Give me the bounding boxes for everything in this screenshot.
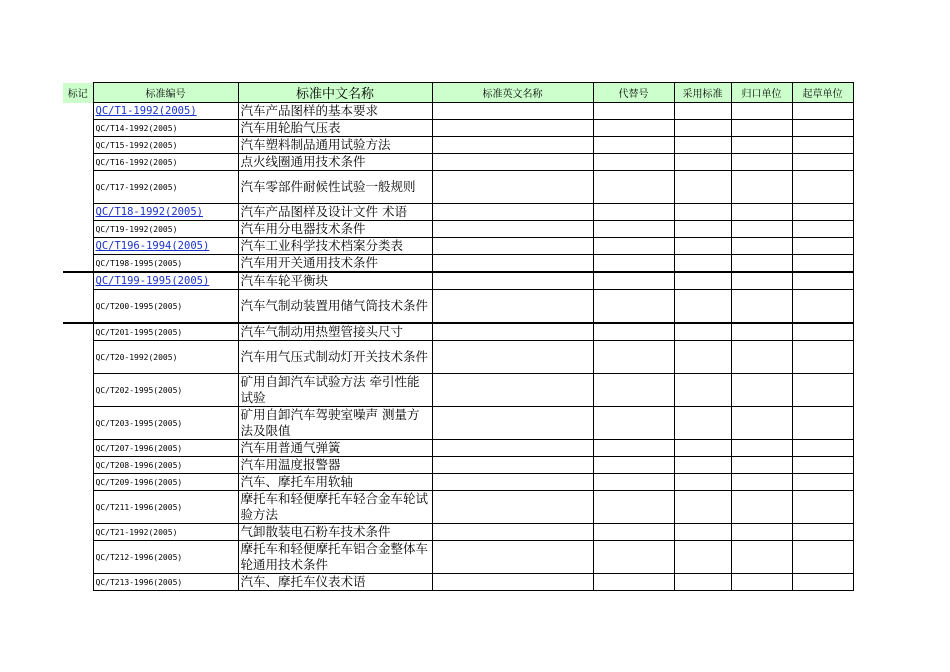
standard-code-cell[interactable]: QC/T211-1996(2005): [93, 491, 238, 524]
cn-name-cell[interactable]: 点火线圈通用技术条件: [238, 154, 432, 171]
header-row: [63, 83, 853, 103]
dept-cell[interactable]: [731, 341, 792, 374]
standard-code-cell[interactable]: QC/T14-1992(2005): [93, 120, 238, 137]
mark-cell[interactable]: [63, 491, 93, 524]
cn-name-cell[interactable]: 汽车用温度报警器: [238, 457, 432, 474]
table-row: [63, 255, 853, 273]
adopted-cell[interactable]: [674, 272, 731, 290]
cn-name-cell[interactable]: 汽车用开关通用技术条件: [238, 255, 432, 273]
dept-cell[interactable]: [731, 541, 792, 574]
dept-cell[interactable]: [731, 491, 792, 524]
adopted-cell[interactable]: [674, 474, 731, 491]
dept-cell[interactable]: [731, 103, 792, 120]
standard-code-cell[interactable]: QC/T203-1995(2005): [93, 407, 238, 440]
cn-name-cell[interactable]: 汽车气制动用热塑管接头尺寸: [238, 323, 432, 341]
standard-code-cell[interactable]: QC/T207-1996(2005): [93, 440, 238, 457]
cn-name-cell[interactable]: 汽车车轮平衡块: [238, 272, 432, 290]
dept-cell[interactable]: [731, 120, 792, 137]
en-name-cell[interactable]: [432, 171, 593, 204]
table-row: [63, 221, 853, 238]
en-name-cell[interactable]: [432, 272, 593, 290]
en-name-cell[interactable]: [432, 323, 593, 341]
drafter-cell[interactable]: [792, 574, 853, 591]
standard-code-cell[interactable]: QC/T19-1992(2005): [93, 221, 238, 238]
replaces-cell[interactable]: [593, 323, 674, 341]
adopted-cell[interactable]: [674, 457, 731, 474]
standards-table: [63, 82, 854, 591]
adopted-cell[interactable]: [674, 171, 731, 204]
adopted-cell[interactable]: [674, 440, 731, 457]
standard-code-cell[interactable]: QC/T15-1992(2005): [93, 137, 238, 154]
drafter-cell[interactable]: [792, 103, 853, 120]
mark-cell[interactable]: [63, 120, 93, 137]
table-row: [63, 171, 853, 204]
en-name-cell[interactable]: [432, 154, 593, 171]
drafter-cell[interactable]: [792, 541, 853, 574]
mark-cell[interactable]: [63, 474, 93, 491]
adopted-cell[interactable]: [674, 204, 731, 221]
table-row: [63, 137, 853, 154]
replaces-cell[interactable]: [593, 120, 674, 137]
cn-name-cell[interactable]: 气卸散装电石粉车技术条件: [238, 524, 432, 541]
standard-code-link[interactable]: QC/T199-1995(2005): [93, 272, 238, 290]
dept-cell[interactable]: [731, 440, 792, 457]
mark-cell[interactable]: [63, 171, 93, 204]
replaces-cell[interactable]: [593, 574, 674, 591]
standard-code-cell[interactable]: QC/T208-1996(2005): [93, 457, 238, 474]
en-name-cell[interactable]: [432, 457, 593, 474]
cn-name-cell[interactable]: 摩托车和轻便摩托车铝合金整体车轮通用技术条件: [238, 541, 432, 574]
standard-code-cell[interactable]: QC/T213-1996(2005): [93, 574, 238, 591]
replaces-cell[interactable]: [593, 221, 674, 238]
mark-cell[interactable]: [63, 221, 93, 238]
drafter-cell[interactable]: [792, 341, 853, 374]
cn-name-cell[interactable]: 汽车零部件耐候性试验一般规则: [238, 171, 432, 204]
table-row: [63, 474, 853, 491]
mark-cell[interactable]: [63, 238, 93, 255]
drafter-cell[interactable]: [792, 221, 853, 238]
dept-cell[interactable]: [731, 272, 792, 290]
drafter-cell[interactable]: [792, 491, 853, 524]
adopted-cell[interactable]: [674, 491, 731, 524]
mark-cell[interactable]: [63, 341, 93, 374]
dept-cell[interactable]: [731, 524, 792, 541]
cn-name-cell[interactable]: 汽车用轮胎气压表: [238, 120, 432, 137]
standard-code-cell[interactable]: QC/T212-1996(2005): [93, 541, 238, 574]
replaces-cell[interactable]: [593, 407, 674, 440]
en-name-cell[interactable]: [432, 290, 593, 324]
standard-code-cell[interactable]: QC/T201-1995(2005): [93, 323, 238, 341]
adopted-cell[interactable]: [674, 103, 731, 120]
adopted-cell[interactable]: [674, 323, 731, 341]
mark-cell[interactable]: [63, 255, 93, 273]
drafter-cell[interactable]: [792, 290, 853, 324]
standard-code-cell[interactable]: QC/T17-1992(2005): [93, 171, 238, 204]
header-cn-name[interactable]: 标准中文名称: [238, 83, 432, 103]
dept-cell[interactable]: [731, 574, 792, 591]
standard-code-link[interactable]: QC/T1-1992(2005): [93, 103, 238, 120]
dept-cell[interactable]: [731, 204, 792, 221]
en-name-cell[interactable]: [432, 221, 593, 238]
standard-code-cell[interactable]: QC/T209-1996(2005): [93, 474, 238, 491]
standard-code-cell[interactable]: QC/T16-1992(2005): [93, 154, 238, 171]
adopted-cell[interactable]: [674, 341, 731, 374]
mark-cell[interactable]: [63, 204, 93, 221]
header-mark[interactable]: 标记: [63, 83, 93, 103]
standard-code-link[interactable]: QC/T196-1994(2005): [93, 238, 238, 255]
replaces-cell[interactable]: [593, 255, 674, 273]
header-adopted[interactable]: 采用标准: [674, 83, 731, 103]
drafter-cell[interactable]: [792, 524, 853, 541]
table-row: [63, 524, 853, 541]
mark-cell[interactable]: [63, 272, 93, 290]
replaces-cell[interactable]: [593, 272, 674, 290]
replaces-cell[interactable]: [593, 154, 674, 171]
mark-cell[interactable]: [63, 541, 93, 574]
mark-cell[interactable]: [63, 323, 93, 341]
table-row: [63, 374, 853, 407]
drafter-cell[interactable]: [792, 171, 853, 204]
table-row: [63, 457, 853, 474]
table-row: [63, 440, 853, 457]
table-row: [63, 323, 853, 341]
drafter-cell[interactable]: [792, 272, 853, 290]
mark-cell[interactable]: [63, 103, 93, 120]
cn-name-cell[interactable]: 汽车产品图样的基本要求: [238, 103, 432, 120]
adopted-cell[interactable]: [674, 374, 731, 407]
dept-cell[interactable]: [731, 255, 792, 273]
table-row: [63, 491, 853, 524]
table-row: [63, 341, 853, 374]
replaces-cell[interactable]: [593, 341, 674, 374]
replaces-cell[interactable]: [593, 491, 674, 524]
cn-name-cell[interactable]: 矿用自卸汽车试验方法 牵引性能试验: [238, 374, 432, 407]
en-name-cell[interactable]: [432, 120, 593, 137]
table-row: [63, 120, 853, 137]
drafter-cell[interactable]: [792, 255, 853, 273]
header-code[interactable]: 标准编号: [93, 83, 238, 103]
mark-cell[interactable]: [63, 137, 93, 154]
drafter-cell[interactable]: [792, 137, 853, 154]
cn-name-cell[interactable]: 汽车塑料制品通用试验方法: [238, 137, 432, 154]
en-name-cell[interactable]: [432, 238, 593, 255]
en-name-cell[interactable]: [432, 474, 593, 491]
adopted-cell[interactable]: [674, 574, 731, 591]
cn-name-cell[interactable]: 汽车、摩托车仪表术语: [238, 574, 432, 591]
adopted-cell[interactable]: [674, 137, 731, 154]
replaces-cell[interactable]: [593, 440, 674, 457]
en-name-cell[interactable]: [432, 255, 593, 273]
header-en-name[interactable]: 标准英文名称: [432, 83, 593, 103]
en-name-cell[interactable]: [432, 491, 593, 524]
drafter-cell[interactable]: [792, 120, 853, 137]
en-name-cell[interactable]: [432, 524, 593, 541]
replaces-cell[interactable]: [593, 457, 674, 474]
header-dept[interactable]: 归口单位: [731, 83, 792, 103]
mark-cell[interactable]: [63, 290, 93, 324]
table-row: [63, 154, 853, 171]
cn-name-cell[interactable]: 矿用自卸汽车驾驶室噪声 测量方法及限值: [238, 407, 432, 440]
drafter-cell[interactable]: [792, 154, 853, 171]
drafter-cell[interactable]: [792, 238, 853, 255]
adopted-cell[interactable]: [674, 154, 731, 171]
cn-name-cell[interactable]: 汽车用普通气弹簧: [238, 440, 432, 457]
standard-code-link[interactable]: QC/T18-1992(2005): [93, 204, 238, 221]
replaces-cell[interactable]: [593, 171, 674, 204]
replaces-cell[interactable]: [593, 541, 674, 574]
table-row: [63, 238, 853, 255]
mark-cell[interactable]: [63, 574, 93, 591]
dept-cell[interactable]: [731, 374, 792, 407]
table-row: [63, 272, 853, 290]
standard-code-cell[interactable]: QC/T200-1995(2005): [93, 290, 238, 324]
adopted-cell[interactable]: [674, 255, 731, 273]
table-row: [63, 541, 853, 574]
dept-cell[interactable]: [731, 238, 792, 255]
replaces-cell[interactable]: [593, 137, 674, 154]
header-drafter[interactable]: 起草单位: [792, 83, 853, 103]
replaces-cell[interactable]: [593, 374, 674, 407]
drafter-cell[interactable]: [792, 407, 853, 440]
dept-cell[interactable]: [731, 323, 792, 341]
adopted-cell[interactable]: [674, 238, 731, 255]
cn-name-cell[interactable]: 汽车用分电器技术条件: [238, 221, 432, 238]
table-body: [63, 103, 853, 591]
table-row: [63, 103, 853, 120]
dept-cell[interactable]: [731, 474, 792, 491]
adopted-cell[interactable]: [674, 221, 731, 238]
mark-cell[interactable]: [63, 457, 93, 474]
standard-code-cell[interactable]: QC/T202-1995(2005): [93, 374, 238, 407]
dept-cell[interactable]: [731, 154, 792, 171]
cn-name-cell[interactable]: 汽车气制动装置用储气筒技术条件: [238, 290, 432, 324]
replaces-cell[interactable]: [593, 238, 674, 255]
spreadsheet: [63, 82, 854, 591]
mark-cell[interactable]: [63, 524, 93, 541]
mark-cell[interactable]: [63, 154, 93, 171]
table-row: [63, 407, 853, 440]
adopted-cell[interactable]: [674, 524, 731, 541]
mark-cell[interactable]: [63, 407, 93, 440]
drafter-cell[interactable]: [792, 457, 853, 474]
dept-cell[interactable]: [731, 290, 792, 324]
adopted-cell[interactable]: [674, 541, 731, 574]
dept-cell[interactable]: [731, 221, 792, 238]
en-name-cell[interactable]: [432, 407, 593, 440]
replaces-cell[interactable]: [593, 524, 674, 541]
adopted-cell[interactable]: [674, 407, 731, 440]
adopted-cell[interactable]: [674, 290, 731, 324]
replaces-cell[interactable]: [593, 103, 674, 120]
table-row: [63, 574, 853, 591]
drafter-cell[interactable]: [792, 440, 853, 457]
cn-name-cell[interactable]: 汽车工业科学技术档案分类表: [238, 238, 432, 255]
en-name-cell[interactable]: [432, 103, 593, 120]
en-name-cell[interactable]: [432, 137, 593, 154]
adopted-cell[interactable]: [674, 120, 731, 137]
en-name-cell[interactable]: [432, 541, 593, 574]
cn-name-cell[interactable]: 汽车产品图样及设计文件 术语: [238, 204, 432, 221]
dept-cell[interactable]: [731, 171, 792, 204]
dept-cell[interactable]: [731, 457, 792, 474]
dept-cell[interactable]: [731, 137, 792, 154]
dept-cell[interactable]: [731, 407, 792, 440]
standard-code-cell[interactable]: QC/T198-1995(2005): [93, 255, 238, 273]
cn-name-cell[interactable]: 摩托车和轻便摩托车轻合金车轮试验方法: [238, 491, 432, 524]
standard-code-cell[interactable]: QC/T21-1992(2005): [93, 524, 238, 541]
en-name-cell[interactable]: [432, 341, 593, 374]
en-name-cell[interactable]: [432, 574, 593, 591]
header-replaces[interactable]: 代替号: [593, 83, 674, 103]
replaces-cell[interactable]: [593, 474, 674, 491]
table-row: [63, 204, 853, 221]
drafter-cell[interactable]: [792, 374, 853, 407]
drafter-cell[interactable]: [792, 323, 853, 341]
drafter-cell[interactable]: [792, 204, 853, 221]
drafter-cell[interactable]: [792, 474, 853, 491]
en-name-cell[interactable]: [432, 440, 593, 457]
cn-name-cell[interactable]: 汽车、摩托车用软轴: [238, 474, 432, 491]
replaces-cell[interactable]: [593, 290, 674, 324]
replaces-cell[interactable]: [593, 204, 674, 221]
table-row: [63, 290, 853, 324]
mark-cell[interactable]: [63, 440, 93, 457]
en-name-cell[interactable]: [432, 204, 593, 221]
cn-name-cell[interactable]: 汽车用气压式制动灯开关技术条件: [238, 341, 432, 374]
en-name-cell[interactable]: [432, 374, 593, 407]
mark-cell[interactable]: [63, 374, 93, 407]
standard-code-cell[interactable]: QC/T20-1992(2005): [93, 341, 238, 374]
